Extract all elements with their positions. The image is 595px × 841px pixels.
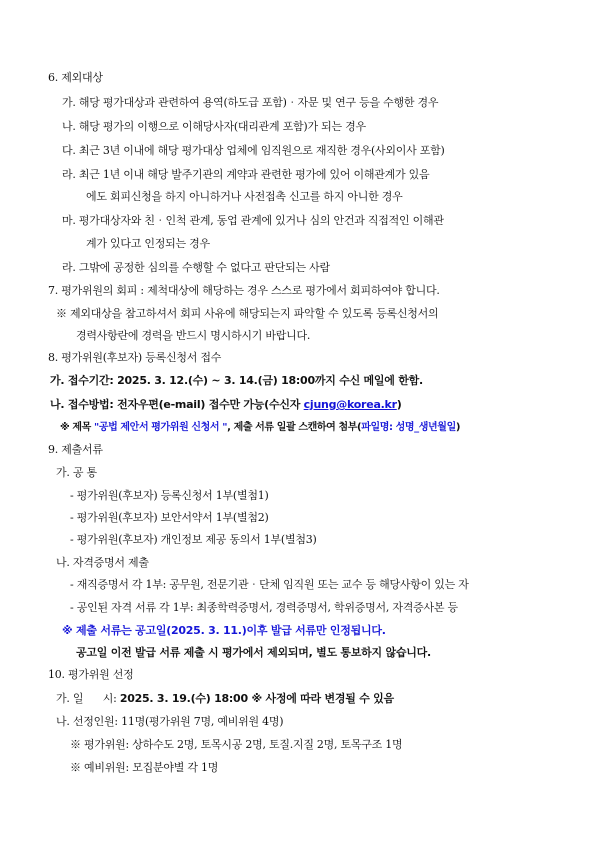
s10-note-eval: ※ 평가위원: 상하수도 2명, 토목시공 2명, 토질.지질 2명, 토목구조 1명 [70, 738, 403, 751]
section-6-heading: 6. 제외대상 [48, 71, 103, 84]
s8-file-name-rule: 파일명: 성명_생년월일 [361, 422, 456, 433]
s8-subject-suffix: ) [455, 422, 460, 433]
s10-date-value: 2025. 3. 19.(수) 18:00 ※ 사정에 따라 변경될 수 있음 [119, 692, 394, 705]
s6-item-ma-line1: 마. 평가대상자와 친‧인척 관계, 동업 관계에 있거나 심의 안건과 직접적인 이해관 [62, 214, 444, 227]
s9-warning-line2: 공고일 이전 발급 서류 제출 시 평가에서 제외되며, 별도 통보하지 않습니다. [76, 646, 431, 659]
s8-subject-note [60, 421, 460, 435]
s8-subject-prefix: ※ 제목 [60, 422, 95, 433]
s9-common-item: - 평가위원(후보자) 등록신청서 1부(별첨1) [70, 489, 269, 502]
s6-item-da: 다. 최근 3년 이내에 해당 평가대상 업체에 임직원으로 재직한 경우(사외이사 포함) [62, 144, 445, 157]
s10-note-reserve: ※ 예비위원: 모집분야별 각 1명 [70, 761, 219, 774]
s7-note-line1: ※ 제외대상을 참고하셔서 회피 사유에 해당되는지 파악할 수 있도록 등록신청서의 [56, 307, 439, 320]
s6-item-ra-line1: 라. 최근 1년 이내 해당 발주기관의 계약과 관련한 평가에 있어 이해관계가 있음 [62, 168, 430, 181]
s6-item-other: 라. 그밖에 공정한 심의를 수행할 수 없다고 판단되는 사람 [62, 261, 330, 274]
section-7-heading: 7. 평가위원의 회피 : 제척대상에 해당하는 경우 스스로 평가에서 회피하여야 합니다. [48, 284, 440, 297]
section-8-heading: 8. 평가위원(후보자) 등록신청서 접수 [48, 351, 222, 364]
s9-common-item: - 평가위원(후보자) 개인정보 제공 동의서 1부(별첨3) [70, 533, 317, 546]
s9-cert-item: - 공인된 자격 서류 각 1부: 최종학력증명서, 경력증명서, 학위증명서, 자격증사본 등 [70, 601, 458, 614]
s8-method-suffix: ) [396, 398, 402, 411]
s9-common-heading: 가. 공 통 [56, 466, 97, 479]
s8-receipt-period: 가. 접수기간: 2025. 3. 12.(수) ~ 3. 14.(금) 18:00까지 수신 메일에 한함. [50, 374, 423, 387]
s6-item-ga: 가. 해당 평가대상과 관련하여 용역(하도급 포함)‧자문 및 연구 등을 수행한 경우 [62, 96, 439, 109]
s8-subject-mid: , 제출 서류 일괄 스캔하여 첨부( [227, 422, 362, 433]
s6-item-ra-line2: 에도 회피신청을 하지 아니하거나 사전접촉 신고를 하지 아니한 경우 [86, 190, 403, 203]
s8-method-text: 나. 접수방법: 전자우편(e-mail) 접수만 가능(수신자 [50, 398, 304, 411]
email-link[interactable]: cjung@korea.kr [303, 398, 397, 411]
s8-receipt-method [50, 398, 402, 412]
s8-subject-title: "공법 제안서 평가위원 신청서 " [94, 422, 228, 433]
s9-cert-heading: 나. 자격증명서 제출 [56, 556, 149, 569]
s10-people: 나. 선정인원: 11명(평가위원 7명, 예비위원 4명) [56, 715, 284, 728]
s6-item-ma-line2: 계가 있다고 인정되는 경우 [86, 237, 210, 250]
s10-date-label: 가. 일 시: [56, 692, 120, 705]
s10-date [56, 692, 394, 706]
s9-common-item: - 평가위원(후보자) 보안서약서 1부(별첨2) [70, 511, 269, 524]
section-9-heading: 9. 제출서류 [48, 443, 103, 456]
s7-note-line2: 경력사항란에 경력을 반드시 명시하시기 바랍니다. [76, 329, 311, 342]
s6-item-na: 나. 해당 평가의 이행으로 이해당사자(대리관계 포함)가 되는 경우 [62, 120, 366, 133]
s9-warning-line1: ※ 제출 서류는 공고일(2025. 3. 11.)이후 발급 서류만 인정됩니다. [62, 624, 386, 637]
section-10-heading: 10. 평가위원 선정 [48, 668, 134, 681]
s9-cert-item: - 재직증명서 각 1부: 공무원, 전문기관‧단체 임직원 또는 교수 등 해당사항이 있는 자 [70, 578, 469, 591]
